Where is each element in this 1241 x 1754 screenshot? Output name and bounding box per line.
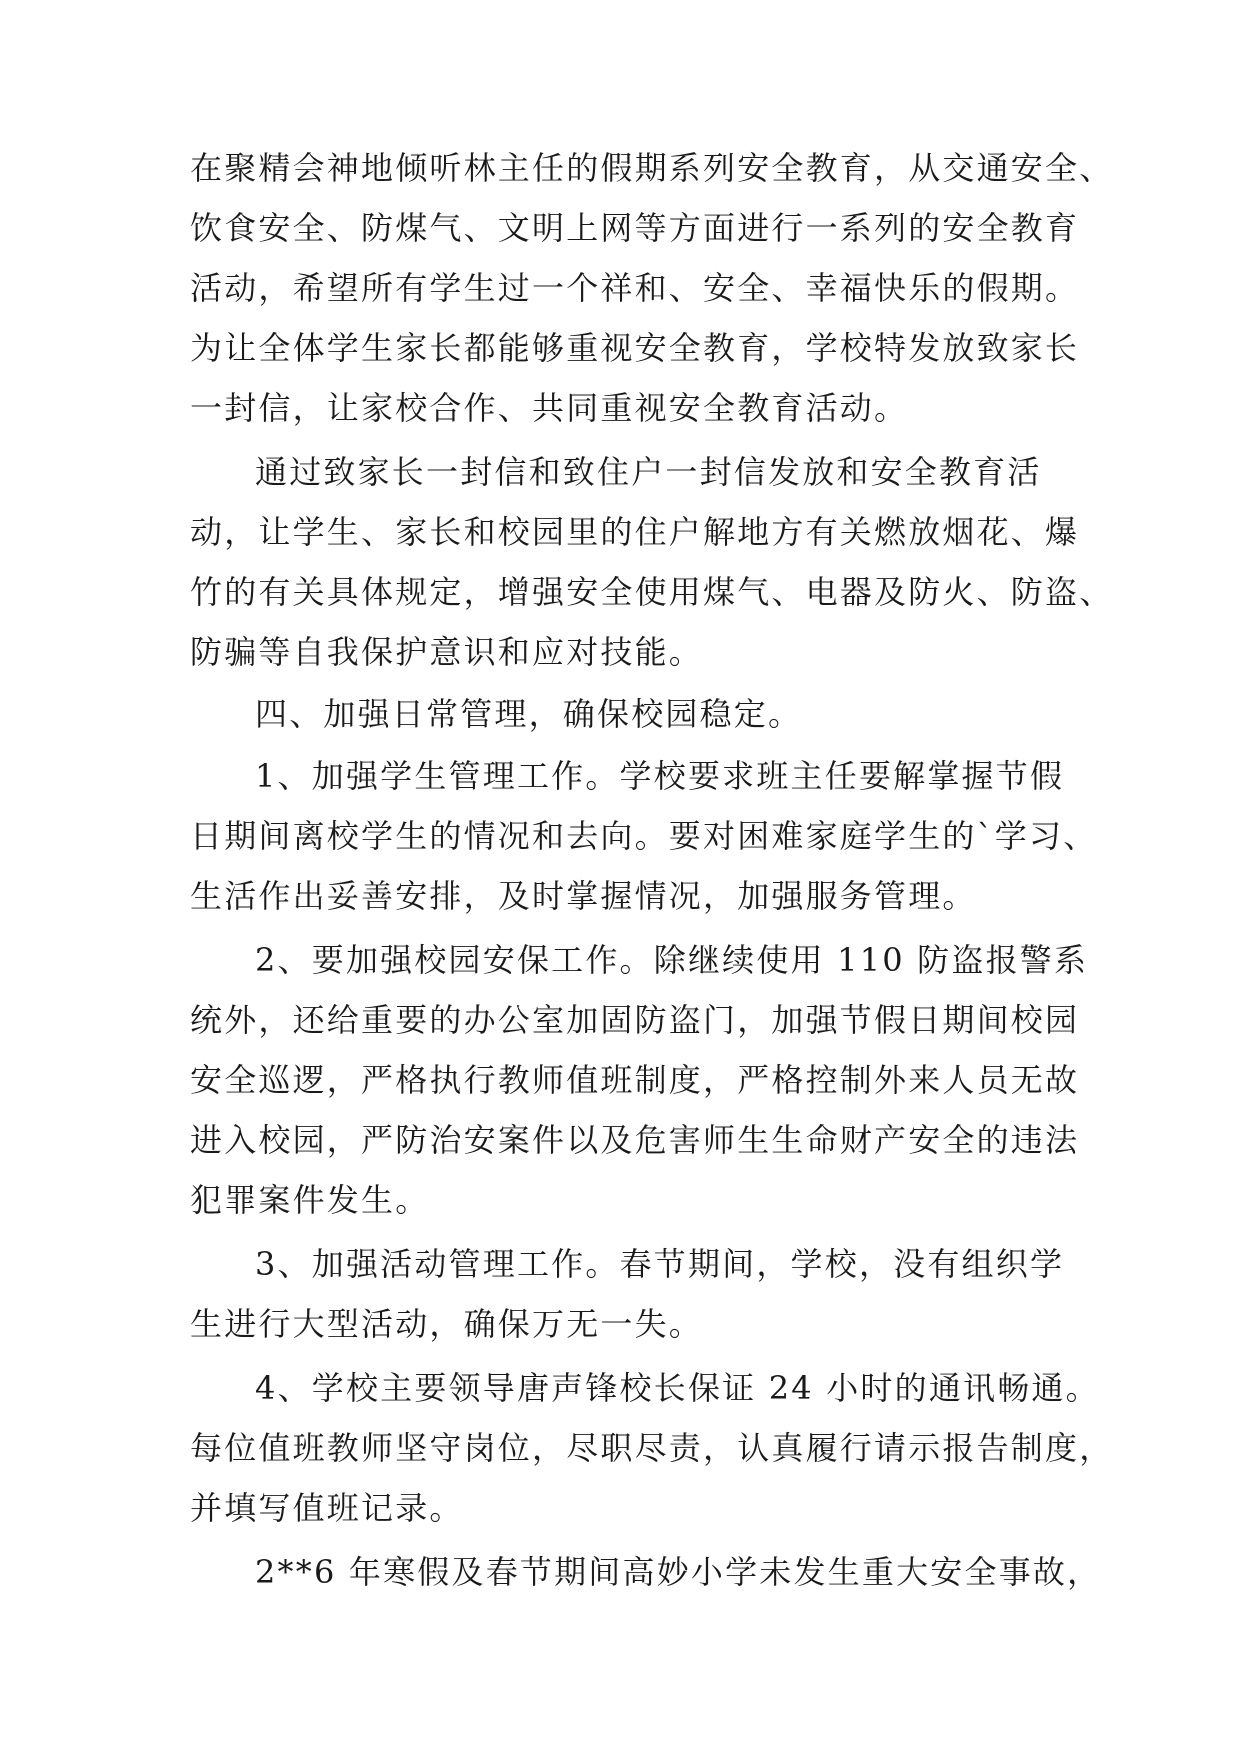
text-line: 安全巡逻，严格执行教师值班制度，严格控制外来人员无故 [190,1061,1080,1099]
text-line: 防骗等自我保护意识和应对技能。 [190,633,704,671]
text-line: 进入校园，严防治安案件以及危害师生生命财产安全的违法 [190,1121,1080,1159]
text-line: 为让全体学生家长都能够重视安全教育，学校特发放致家长 [190,329,1080,367]
text-line: 通过致家长一封信和致住户一封信发放和安全教育活 [255,453,1042,491]
text-line: 4、学校主要领导唐声锋校长保证 24 小时的通讯畅通。 [255,1369,1100,1407]
text-line: 日期间离校学生的情况和去向。要对困难家庭学生的`学习、 [190,817,1098,855]
text-line: 一封信，让家校合作、共同重视安全教育活动。 [190,389,909,427]
text-line: 统外，还给重要的办公室加固防盗门，加强节假日期间校园 [190,1001,1080,1039]
text-line: 竹的有关具体规定，增强安全使用煤气、电器及防火、防盗、 [190,573,1114,611]
text-line: 犯罪案件发生。 [190,1181,430,1219]
text-line: 在聚精会神地倾听林主任的假期系列安全教育，从交通安全、 [190,149,1114,187]
text-line: 四、加强日常管理，确保校园稳定。 [255,695,803,733]
text-line: 并填写值班记录。 [190,1489,464,1527]
text-line: 饮食安全、防煤气、文明上网等方面进行一系列的安全教育 [190,209,1080,247]
text-line: 3、加强活动管理工作。春节期间，学校，没有组织学 [255,1245,1065,1283]
text-line: 动，让学生、家长和校园里的住户解地方有关燃放烟花、爆 [190,513,1080,551]
text-line: 生进行大型活动，确保万无一失。 [190,1305,704,1343]
text-line: 1、加强学生管理工作。学校要求班主任要解掌握节假 [255,757,1065,795]
text-line: 2**6 年寒假及春节期间高妙小学未发生重大安全事故， [255,1553,1102,1591]
text-line: 2、要加强校园安保工作。除继续使用 110 防盗报警系 [255,941,1089,979]
text-line: 生活作出妥善安排，及时掌握情况，加强服务管理。 [190,877,977,915]
text-line: 每位值班教师坚守岗位，尽职尽责，认真履行请示报告制度， [190,1429,1114,1467]
text-line: 活动，希望所有学生过一个祥和、安全、幸福快乐的假期。 [190,269,1080,307]
